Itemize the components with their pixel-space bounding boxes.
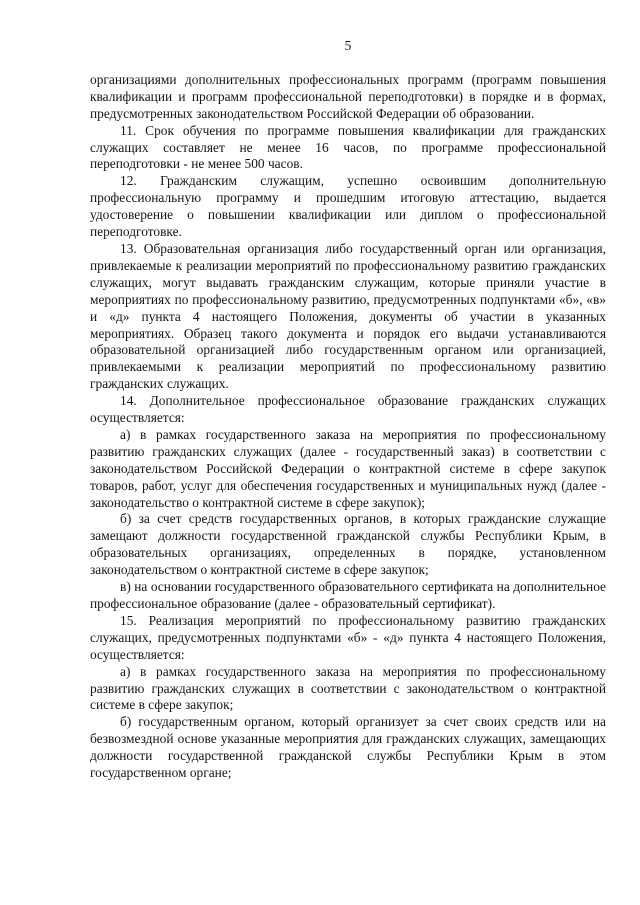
paragraph-13: 13. Образовательная организация либо государственный орган или организация, привлекаемые к реализации мероприятий по профессиональному развитию гражданских служащих, могут выдавать гражданским служащим, которые приняли участие в мероприятиях по профессиональному развитию, предусмотренных подпунктами «б», «в» и «д» пункта 4 настоящего Положения, документы об участии в указанных мероприятиях. Образец такого документа и порядок его выдачи устанавливаются образовательной организацией либо государственным органом или организацией, привлекаемыми к реализации мероприятий по профессиональному развитию гражданских служащих. xyxy=(90,240,606,392)
paragraph-continuation: организациями дополнительных профессиональных программ (программ повышения квалификации и программ профессиональной переподготовки) в порядке и в формах, предусмотренных законодательством Российской Федерации об образовании. xyxy=(90,71,606,121)
page-number: 5 xyxy=(344,38,352,53)
paragraph-14-a: а) в рамках государственного заказа на мероприятия по профессиональному развитию гражданских служащих (далее - государственный заказ) в соответствии с законодательством Российской Федерации о контрактной системе в сфере закупок товаров, работ, услуг для обеспечения государственных и муниципальных нужд (далее - законодательство о контрактной системе в сфере закупок); xyxy=(90,426,606,510)
paragraph-14-v: в) на основании государственного образовательного сертификата на дополнительное профессиональное образование (далее - образовательный сертификат). xyxy=(90,579,606,611)
paragraph-15-b: б) государственным органом, который организует за счет своих средств или на безвозмездной основе указанные мероприятия для гражданских служащих, замещающих должности государственной гражданской службы Республики Крым в этом государственном органе; xyxy=(90,714,606,781)
paragraph-15: 15. Реализация мероприятий по профессиональному развитию гражданских служащих, предусмотренных подпунктами «б» - «д» пункта 4 настоящего Положения, осуществляется: xyxy=(90,612,606,662)
paragraph-15-a: а) в рамках государственного заказа на мероприятия по профессиональному развитию гражданских служащих в соответствии с законодательством о контрактной системе в сфере закупок; xyxy=(90,663,606,713)
paragraph-11: 11. Срок обучения по программе повышения квалификации для гражданских служащих составляет не менее 16 часов, по программе профессиональной переподготовки - не менее 500 часов. xyxy=(90,122,606,172)
paragraph-14: 14. Дополнительное профессиональное образование гражданских служащих осуществляется: xyxy=(90,393,606,426)
document-body xyxy=(90,72,606,782)
paragraph-12: 12. Гражданским служащим, успешно освоившим дополнительную профессиональную программу и прошедшим итоговую аттестацию, выдается удостоверение о повышении квалификации или диплом о профессиональной переподготовке. xyxy=(90,173,606,240)
paragraph-14-b: б) за счет средств государственных органов, в которых гражданские служащие замещают должности государственной гражданской службы Республики Крым, в образовательных организациях, определенных в порядке, установленном законодательством о контрактной системе в сфере закупок; xyxy=(90,511,606,578)
